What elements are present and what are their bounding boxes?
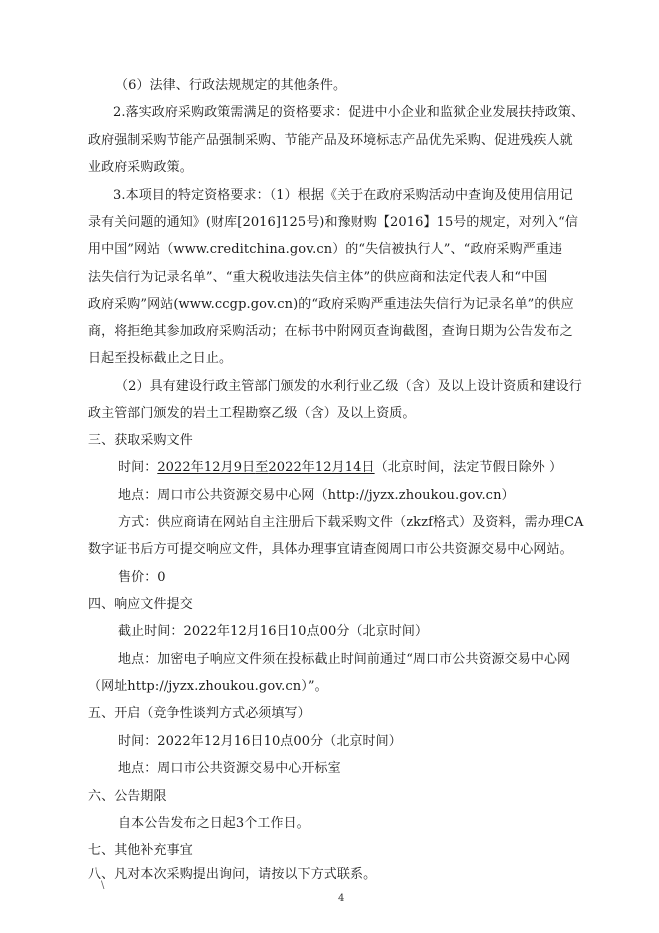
section-heading: 五、开启（竞争性谈判方式必须填写） — [88, 706, 311, 721]
text-line: （网址http://jyzx.zhoukou.gov.cn）”。 — [88, 679, 328, 694]
section-heading: 四、响应文件提交 — [88, 597, 193, 612]
time-line — [118, 459, 562, 477]
text-line: 政府采购”网站(www.ccgp.gov.cn)的“政府采购严重违法失信行为记录名单”的供应 — [88, 297, 574, 312]
text-line: （6）法律、行政法规规定的其他条件。 — [115, 78, 347, 93]
text-line: 时间：2022年12月16日10点00分（北京时间） — [118, 734, 402, 749]
text-line: 自本公告发布之日起3个工作日。 — [118, 816, 310, 831]
text-line: 地点：周口市公共资源交易中心开标室 — [118, 761, 341, 776]
text-line: 售价：0 — [118, 570, 166, 585]
time-note: （北京时间，法定节假日除外 ） — [374, 460, 563, 475]
text-line: 日起至投标截止之日止。 — [88, 351, 233, 366]
text-line: 用中国”网站（www.creditchina.gov.cn）的“失信被执行人”、“政府采购严重违 — [88, 242, 563, 257]
text-line: 方式：供应商请在网站自主注册后下载采购文件（zkzf格式）及资料，需办理CA — [118, 515, 584, 530]
footer-mark: \ — [101, 880, 105, 891]
text-line: 法失信行为记录名单”、“重大税收违法失信主体”的供应商和法定代表人和“中国 — [88, 270, 548, 285]
text-line: 地点：加密电子响应文件须在投标截止时间前通过“周口市公共资源交易中心网 — [118, 652, 571, 667]
text-line: 业政府采购政策。 — [88, 160, 193, 175]
text-line: 2.落实政府采购政策需满足的资格要求：促进中小企业和监狱企业发展扶持政策、 — [113, 105, 585, 120]
text-line: 商，将拒绝其参加政府采购活动；在标书中附网页查询截图，查询日期为公告发布之 — [88, 324, 573, 339]
section-heading: 三、获取采购文件 — [88, 433, 193, 448]
text-line: 3.本项目的特定资格要求：（1）根据《关于在政府采购活动中查询及使用信用记 — [113, 188, 573, 203]
text-line: 政府强制采购节能产品强制采购、节能产品及环境标志产品优先采购、促进残疾人就 — [88, 133, 573, 148]
page-number: 4 — [338, 893, 345, 904]
text-line: 地点：周口市公共资源交易中心网（http://jyzx.zhoukou.gov.cn） — [118, 488, 515, 503]
section-heading: 八、凡对本次采购提出询问，请按以下方式联系。 — [88, 867, 377, 882]
end-date: 2022年12月14日 — [268, 460, 375, 475]
text-line: 政主管部门颁发的岩土工程勘察乙级（含）及以上资质。 — [88, 406, 416, 421]
text-line: 数字证书后方可提交响应文件，具体办理事宜请查阅周口市公共资源交易中心网站。 — [88, 542, 573, 557]
date-separator: 至 — [255, 460, 269, 475]
text-line: 录有关问题的通知》(财库[2016]125号)和豫财购【2016】15号的规定，对列入“信 — [88, 215, 578, 230]
start-date: 2022年12月9日 — [157, 460, 256, 475]
section-heading: 七、其他补充事宜 — [88, 843, 193, 858]
time-label: 时间： — [118, 460, 158, 475]
text-line: 截止时间：2022年12月16日10点00分（北京时间） — [118, 624, 429, 639]
text-line: （2）具有建设行政主管部门颁发的水利行业乙级（含）及以上设计资质和建设行 — [115, 379, 582, 394]
section-heading: 六、公告期限 — [88, 789, 167, 804]
